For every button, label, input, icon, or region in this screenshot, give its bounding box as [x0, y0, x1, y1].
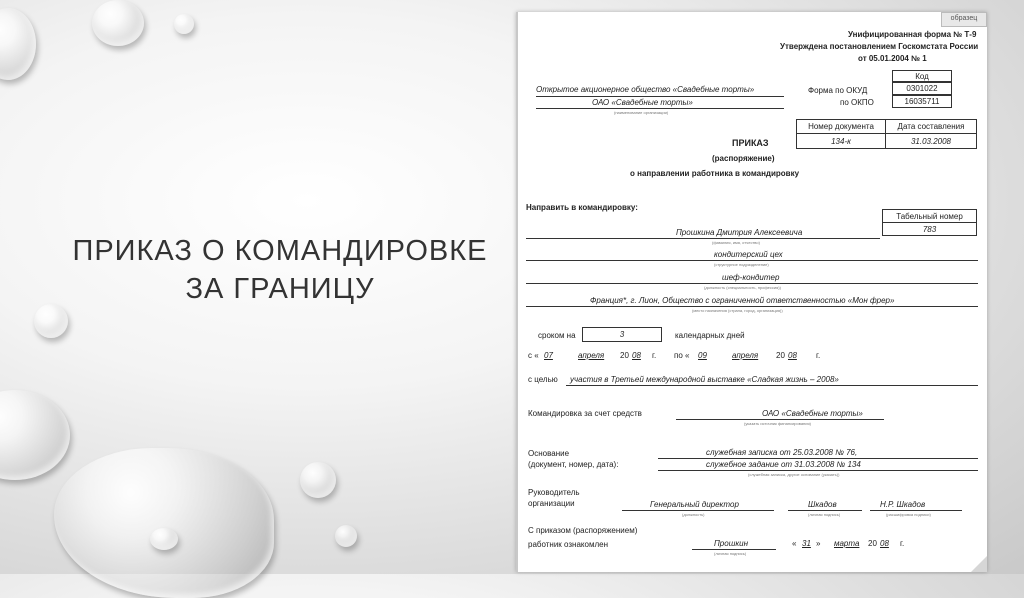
okpo-label: по ОКПО — [840, 98, 874, 107]
docnum-header: Номер документа — [796, 119, 886, 134]
page-curl — [971, 556, 987, 572]
funding-value: ОАО «Свадебные торты» — [762, 409, 863, 418]
to-year-prefix: 20 — [776, 351, 785, 360]
from-day: 07 — [544, 351, 553, 360]
position-caption: (должность (специальность, профессия)) — [704, 285, 781, 290]
from-year: 08 — [632, 351, 641, 360]
term-label: сроком на — [538, 331, 576, 340]
head-position: Генеральный директор — [650, 500, 739, 509]
basis-value-2: служебное задание от 31.03.2008 № 134 — [706, 460, 861, 469]
ack-day-close: » — [816, 539, 821, 548]
docnum-value: 134-к — [796, 133, 886, 149]
basis-value-1: служебная записка от 25.03.2008 № 76, — [706, 448, 858, 457]
date-value: 31.03.2008 — [885, 133, 977, 149]
funding-line — [676, 419, 884, 420]
ack-day: 31 — [802, 539, 811, 548]
form-header-3: от 05.01.2004 № 1 — [858, 54, 927, 63]
head-name: Н.Р. Шкадов — [880, 500, 926, 509]
ack-year-suffix: г. — [900, 539, 905, 548]
from-year-suffix: г. — [652, 351, 657, 360]
basis-line-2 — [658, 470, 978, 471]
head-label-1: Руководитель — [528, 488, 580, 497]
send-label: Направить в командировку: — [526, 203, 638, 212]
head-signature-caption: (личная подпись) — [808, 512, 841, 517]
basis-line-1 — [658, 458, 978, 459]
sample-stamp: образец — [941, 12, 987, 27]
ack-year-prefix: 20 — [868, 539, 877, 548]
water-drop — [150, 528, 178, 550]
basis-caption: (служебная записка, другое основание (указать)) — [748, 472, 840, 477]
ack-label-1: С приказом (распоряжением) — [528, 526, 638, 535]
department-caption: (структурное подразделение) — [714, 262, 769, 267]
head-position-line — [622, 510, 774, 511]
order-document — [516, 12, 987, 572]
department-line — [526, 260, 978, 261]
water-drop — [0, 8, 36, 80]
slide-title — [60, 232, 500, 308]
to-month: апреля — [732, 351, 759, 360]
water-drop — [300, 462, 336, 498]
org-short-name: ОАО «Свадебные торты» — [592, 98, 693, 107]
position-line — [526, 283, 978, 284]
ack-signature: Прошкин — [714, 539, 748, 548]
from-label: с « — [528, 351, 539, 360]
okud-value: 0301022 — [892, 82, 952, 95]
water-drop — [0, 390, 70, 480]
purpose-label: с целью — [528, 375, 558, 384]
head-signature: Шкадов — [808, 500, 837, 509]
funding-caption: (указать источник финансирования) — [744, 421, 811, 426]
date-header: Дата составления — [885, 119, 977, 134]
destination: Франция*, г. Лион, Общество с ограниченной ответственностью «Мон фрер» — [590, 296, 895, 305]
head-position-caption: (должность) — [682, 512, 705, 517]
ack-signature-caption: (личная подпись) — [714, 551, 747, 556]
purpose-value: участия в Третьей международной выставке «Сладкая жизнь – 2008» — [570, 375, 839, 384]
head-label-2: организации — [528, 499, 575, 508]
tabnum-value: 783 — [882, 222, 977, 236]
head-name-line — [870, 510, 962, 511]
water-drop — [92, 0, 144, 46]
ack-signature-line — [692, 549, 776, 550]
water-drop — [34, 304, 68, 338]
water-drop — [335, 525, 357, 547]
ack-label-2: работник ознакомлен — [528, 540, 608, 549]
slide-title-line1: ПРИКАЗ О КОМАНДИРОВКЕ — [72, 235, 488, 267]
code-header: Код — [892, 70, 952, 82]
okud-label: Форма по ОКУД — [808, 86, 868, 95]
basis-label-1: Основание — [528, 449, 570, 458]
ack-day-open: « — [792, 539, 797, 548]
tabnum-header: Табельный номер — [882, 209, 977, 223]
ack-year: 08 — [880, 539, 889, 548]
water-drop — [54, 448, 274, 598]
to-label: по « — [674, 351, 690, 360]
org-line — [536, 96, 784, 97]
purpose-line — [566, 385, 978, 386]
to-year-suffix: г. — [816, 351, 821, 360]
org-caption: (наименование организации) — [614, 110, 669, 115]
order-purpose-title: о направлении работника в командировку — [630, 169, 800, 178]
destination-caption: (место назначения (страна, город, организация)) — [692, 308, 783, 313]
slide-title-line2: ЗА ГРАНИЦУ — [185, 273, 375, 305]
water-drop — [174, 14, 194, 34]
org-short-line — [536, 108, 784, 109]
funding-label: Командировка за счет средств — [528, 409, 642, 418]
employee-caption: (фамилия, имя, отчество) — [712, 240, 760, 245]
form-header-1: Унифицированная форма № Т-9 — [848, 30, 977, 39]
order-title: ПРИКАЗ — [732, 138, 769, 148]
term-unit: календарных дней — [675, 331, 745, 340]
from-month: апреля — [578, 351, 605, 360]
org-full-name: Открытое акционерное общество «Свадебные торты» — [536, 85, 755, 94]
destination-line — [526, 306, 978, 307]
position: шеф-кондитер — [722, 273, 780, 282]
to-year: 08 — [788, 351, 797, 360]
head-name-caption: (расшифровка подписи) — [886, 512, 931, 517]
employee-name: Прошкина Дмитрия Алексеевича — [676, 228, 803, 237]
term-value: 3 — [582, 327, 662, 342]
employee-line — [526, 238, 880, 239]
form-header-2: Утверждена постановлением Госкомстата России — [780, 42, 979, 51]
head-signature-line — [788, 510, 862, 511]
order-subtitle: (распоряжение) — [712, 154, 775, 163]
department: кондитерский цех — [714, 250, 783, 259]
to-day: 09 — [698, 351, 707, 360]
from-year-prefix: 20 — [620, 351, 629, 360]
okpo-value: 16035711 — [892, 95, 952, 108]
basis-label-2: (документ, номер, дата): — [528, 460, 619, 469]
ack-month: марта — [834, 539, 860, 548]
